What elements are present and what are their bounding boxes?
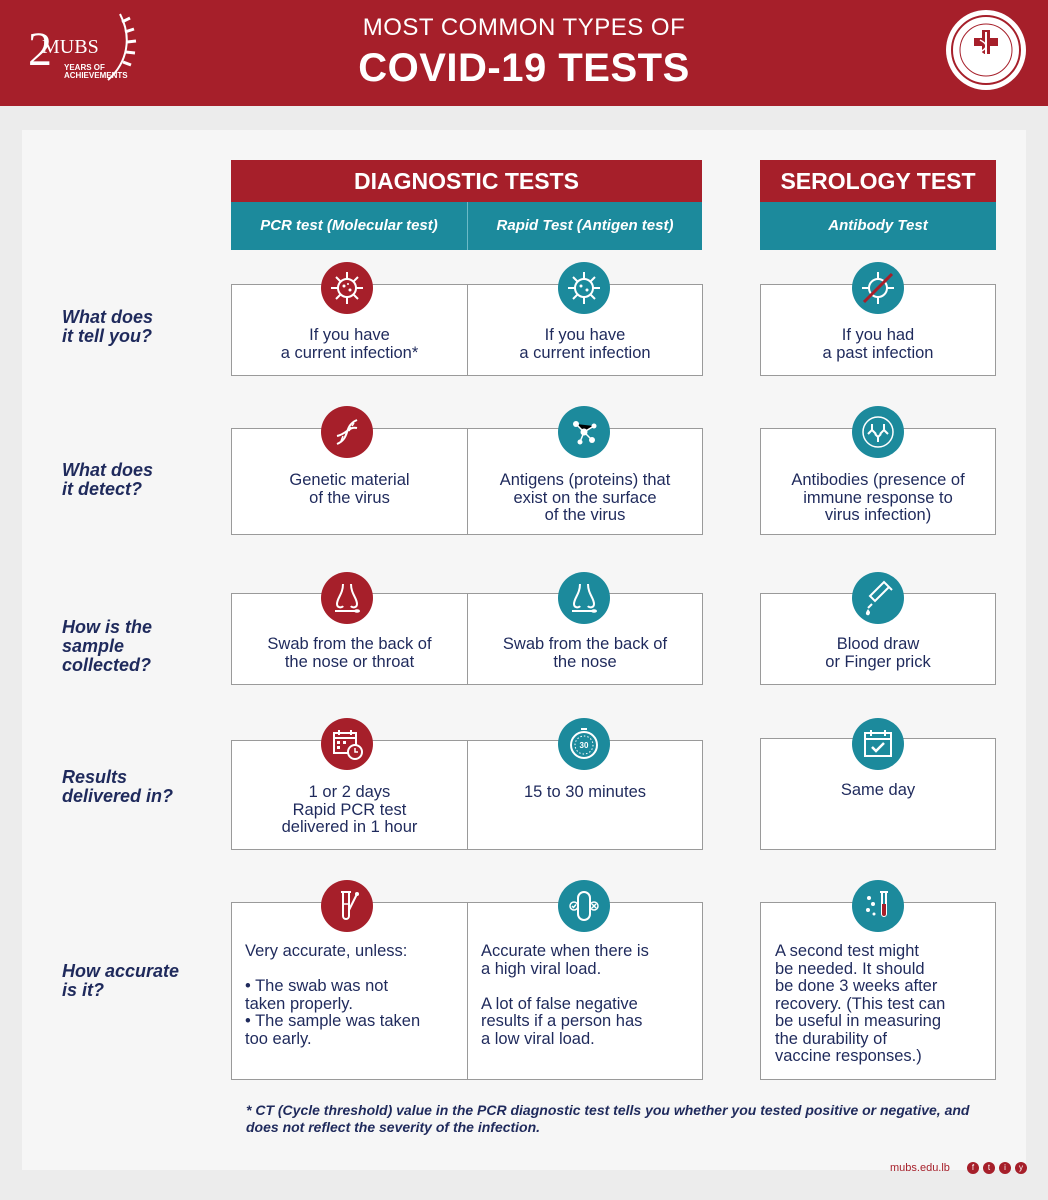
virus-icon [558,262,610,314]
syringe-icon [852,572,904,624]
caduceus-seal-icon [946,10,1026,90]
pcr-tells-cell: If you have a current infection* [231,284,468,376]
instagram-icon[interactable]: i [999,1162,1011,1174]
row-label-what-detects: What does it detect? [62,460,154,499]
facebook-icon[interactable]: f [967,1162,979,1174]
logo-number: 2 [28,23,52,76]
school-of-health-sciences-seal [946,10,1026,90]
timer-value: 30 [579,741,589,750]
rapid-accuracy-cell: Accurate when there is a high viral load. A lot of false negative results if a person has a low viral load. [467,902,703,1080]
diagnostic-tests-header: DIAGNOSTIC TESTS [231,160,702,202]
antibody-test-header: Antibody Test [760,202,996,250]
logo-subtitle: YEARS OF ACHIEVEMENTS [64,63,128,81]
timer-icon [558,718,610,770]
test-tube-icon [321,880,373,932]
youtube-icon[interactable]: y [1015,1162,1027,1174]
rapid-tells-cell: If you have a current infection [467,284,703,376]
row-label-accuracy: How accurate is it? [62,961,180,1000]
rapid-results-cell: 15 to 30 minutes [467,740,703,850]
calendar-check-icon [852,718,904,770]
pcr-results-cell: 1 or 2 days Rapid PCR test delivered in 1 hour [231,740,468,850]
virus-crossed-icon [852,262,904,314]
blood-sample-icon [852,880,904,932]
row-label-sample-collected: How is the sample collected? [62,617,153,675]
antibody-detects-cell: Antibodies (presence of immune response to virus infection) [760,428,996,535]
row-label-what-tells: What does it tell you? [62,307,154,346]
rapid-sample-cell: Swab from the back of the nose [467,593,703,685]
pcr-test-header: PCR test (Molecular test) [231,202,467,250]
molecule-icon [558,406,610,458]
pcr-sample-cell: Swab from the back of the nose or throat [231,593,468,685]
serology-test-header: SEROLOGY TEST [760,160,996,202]
antibody-icon [852,406,904,458]
antibody-results-cell: Same day [760,738,996,850]
test-results-icon [558,880,610,932]
pcr-detects-cell: Genetic material of the virus [231,428,468,535]
antibody-tells-cell: If you had a past infection [760,284,996,376]
antibody-sample-cell: Blood draw or Finger prick [760,593,996,685]
title-line1: MOST COMMON TYPES OF [362,14,686,41]
row-label-results-delivered: Results delivered in? [62,767,174,806]
rapid-detects-cell: Antigens (proteins) that exist on the surface of the virus [467,428,703,535]
virus-icon [321,262,373,314]
pcr-accuracy-cell: Very accurate, unless: • The swab was not taken properly. • The sample was taken too early. [231,902,468,1080]
logo-name: MUBS [42,36,99,58]
website-link[interactable]: mubs.edu.lb [890,1162,950,1174]
nose-swab-icon [558,572,610,624]
rapid-test-header: Rapid Test (Antigen test) [467,202,702,250]
twitter-icon[interactable]: t [983,1162,995,1174]
calendar-clock-icon [321,718,373,770]
footnote: * CT (Cycle threshold) value in the PCR diagnostic test tells you whether you tested positive or negative, and does not reflect the severity of the infection. [246,1102,970,1135]
title-line2: COVID-19 TESTS [358,46,690,90]
antibody-accuracy-cell: A second test might be needed. It should be done 3 weeks after recovery. (This test can be useful in measuring the durability of vaccine responses.) [760,902,996,1080]
dna-icon [321,406,373,458]
header-banner [0,0,1048,106]
nose-swab-icon [321,572,373,624]
